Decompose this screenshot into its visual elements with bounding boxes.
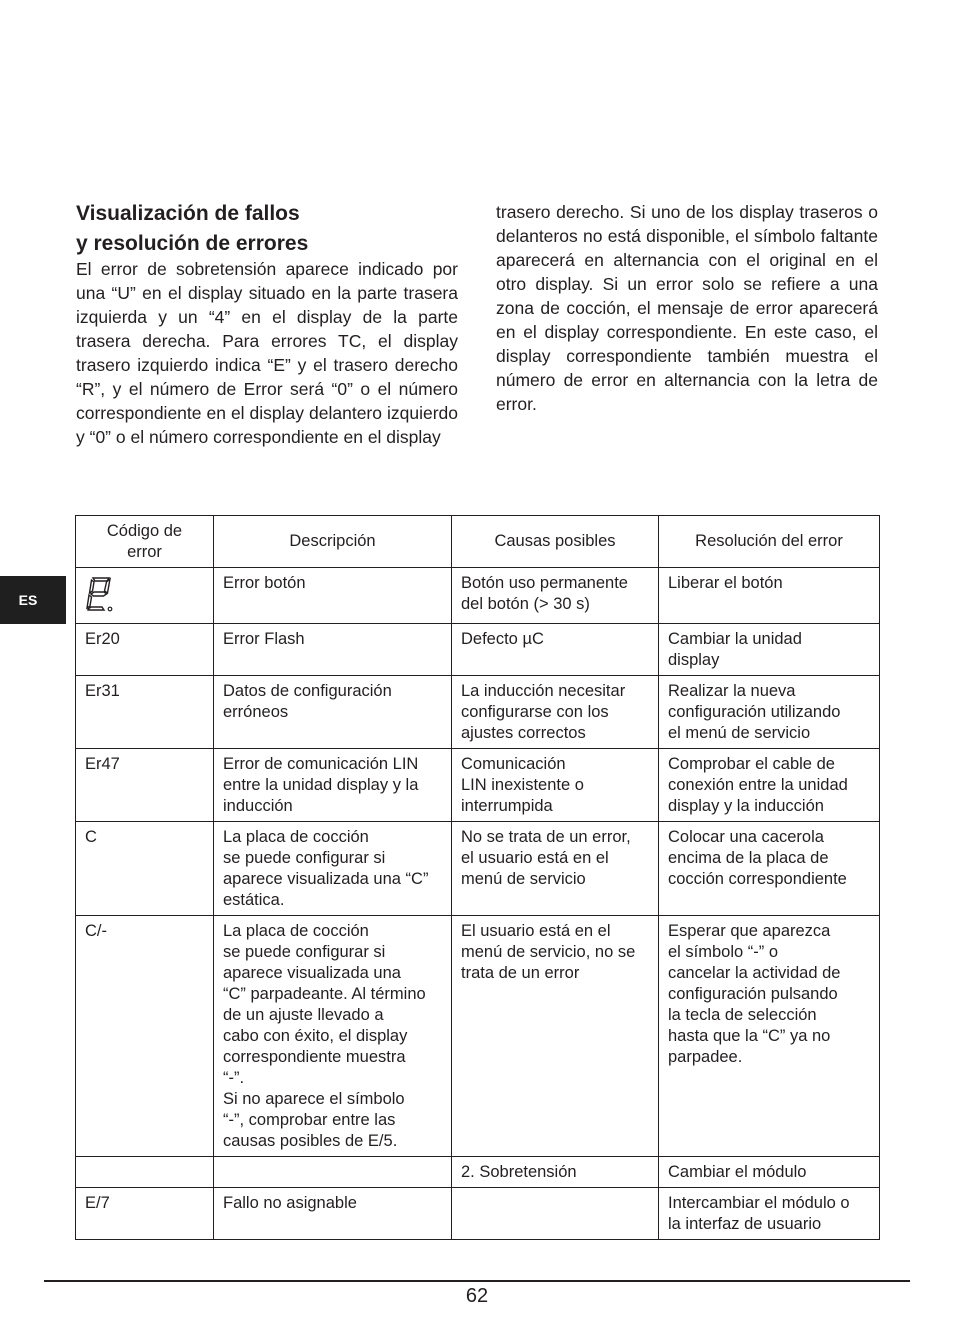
- row-resolution-cell: Colocar una cacerola encima de la placa de cocción correspondiente: [659, 822, 880, 916]
- table-row: [76, 676, 880, 749]
- row-cause-cell: La inducción necesitar configurarse con los ajustes correctos: [452, 676, 659, 749]
- table-row: [76, 624, 880, 676]
- table-header-row: [76, 516, 880, 568]
- row-cause-cell: Comunicación LIN inexistente o interrumpida: [452, 749, 659, 822]
- table-row: [76, 749, 880, 822]
- header-code: Código de error: [76, 516, 214, 568]
- row-resolution-cell: Esperar que aparezca el símbolo “-” o cancelar la actividad de configuración pulsando la tecla de selección hasta que la “C” ya no parpadee.: [659, 916, 880, 1157]
- intro-paragraph-right: trasero derecho. Si uno de los display traseros o delanteros no está disponible, el símbolo faltante aparecerá en alternancia con el original en el otro display. Si un error solo se refiere a una zona de cocción, el mensaje de error aparecerá en el display correspondiente. En este caso, el display correspondiente también muestra el número de error en alternancia con la letra de error.: [496, 202, 878, 414]
- seven-segment-digit-icon: [85, 576, 115, 614]
- table-row: [76, 916, 880, 1157]
- header-description: Descripción: [214, 516, 452, 568]
- row-code-cell: [76, 568, 214, 624]
- row-code-cell: [76, 1157, 214, 1188]
- row-code-cell: E/7: [76, 1188, 214, 1240]
- language-tab: [0, 576, 66, 624]
- section-heading-line1: Visualización de fallos: [76, 202, 300, 225]
- row-cause-cell: Defecto µC: [452, 624, 659, 676]
- section-heading-line2: y resolución de errores: [76, 232, 309, 255]
- row-description-cell: Fallo no asignable: [214, 1188, 452, 1240]
- row-description-cell: [214, 1157, 452, 1188]
- row-resolution-cell: Liberar el botón: [659, 568, 880, 624]
- row-cause-cell: Botón uso permanente del botón (> 30 s): [452, 568, 659, 624]
- row-cause-cell: No se trata de un error, el usuario está en el menú de servicio: [452, 822, 659, 916]
- footer-divider: [44, 1280, 910, 1282]
- row-code-cell: Er31: [76, 676, 214, 749]
- header-causes: Causas posibles: [452, 516, 659, 568]
- section-heading: [76, 199, 466, 259]
- row-resolution-cell: Realizar la nueva configuración utilizando el menú de servicio: [659, 676, 880, 749]
- row-code-cell: Er20: [76, 624, 214, 676]
- row-description-cell: La placa de cocción se puede configurar si aparece visualizada una “C” estática.: [214, 822, 452, 916]
- row-description-cell: Error Flash: [214, 624, 452, 676]
- intro-paragraph-left: El error de sobretensión aparece indicado por una “U” en el display situado en la parte trasera izquierda y un “4” en el display de la parte trasera derecha. Para errores TC, el display trasero izquierdo indica “E” y el trasero derecho “R”, y el número de Error será “0” o el número correspondiente en el display delantero izquierdo y “0” o el número correspondiente en el display: [76, 259, 458, 447]
- row-description-cell: La placa de cocción se puede configurar si aparece visualizada una “C” parpadeante. Al término de un ajuste llevado a cabo con éxito, el display correspondiente muestra “-”. Si no aparece el símbolo “-”, comprobar entre las causas posibles de E/5.: [214, 916, 452, 1157]
- row-code-cell: Er47: [76, 749, 214, 822]
- page-number: 62: [465, 1285, 489, 1307]
- row-code-cell: C: [76, 822, 214, 916]
- table-row: [76, 568, 880, 624]
- row-cause-cell: El usuario está en el menú de servicio, no se trata de un error: [452, 916, 659, 1157]
- language-tab-label: ES: [18, 592, 38, 608]
- row-resolution-cell: Comprobar el cable de conexión entre la unidad display y la inducción: [659, 749, 880, 822]
- row-description-cell: Error de comunicación LIN entre la unidad display y la inducción: [214, 749, 452, 822]
- row-description-cell: Error botón: [214, 568, 452, 624]
- row-code-cell: C/-: [76, 916, 214, 1157]
- table-row: [76, 822, 880, 916]
- table-row: [76, 1157, 880, 1188]
- table-row: [76, 1188, 880, 1240]
- row-cause-cell: [452, 1188, 659, 1240]
- row-resolution-cell: Intercambiar el módulo o la interfaz de usuario: [659, 1188, 880, 1240]
- row-cause-cell: 2. Sobretensión: [452, 1157, 659, 1188]
- row-resolution-cell: Cambiar el módulo: [659, 1157, 880, 1188]
- error-table: [75, 515, 880, 1240]
- header-resolution: Resolución del error: [659, 516, 880, 568]
- row-resolution-cell: Cambiar la unidad display: [659, 624, 880, 676]
- row-description-cell: Datos de configuración erróneos: [214, 676, 452, 749]
